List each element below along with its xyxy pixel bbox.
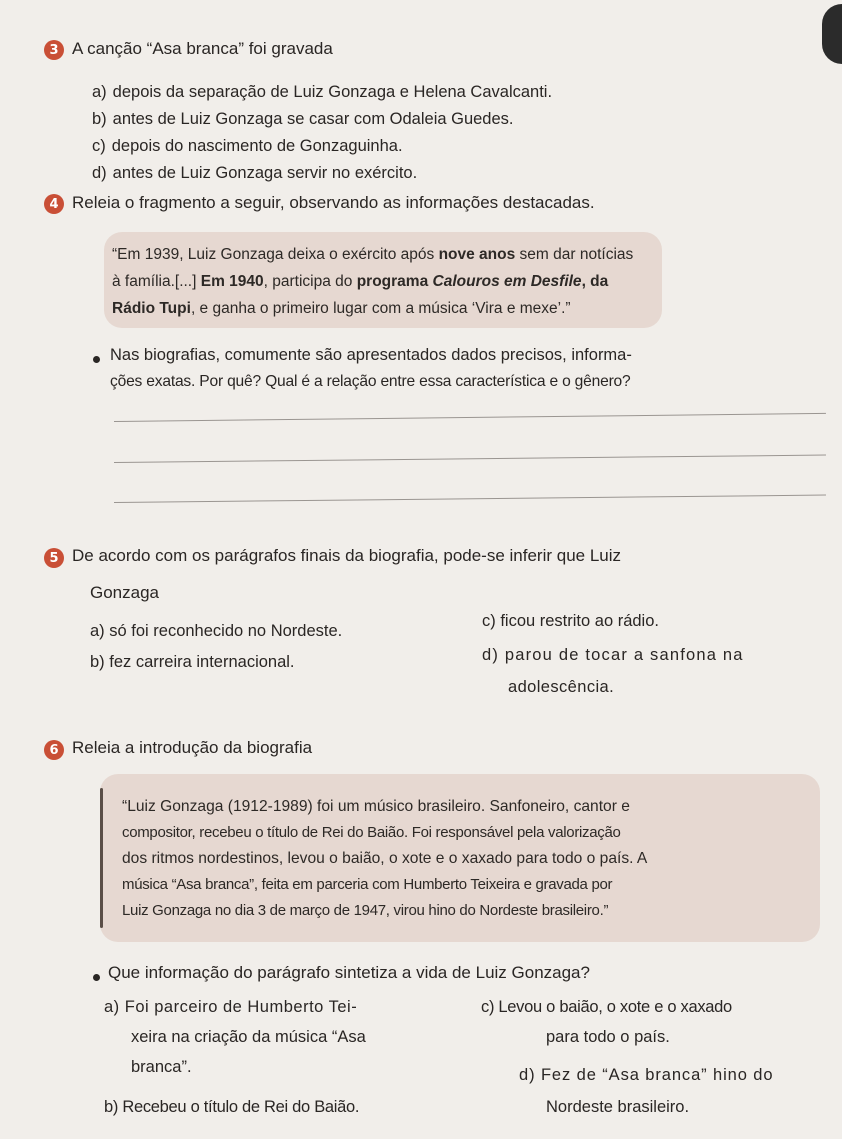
option-text: antes de Luiz Gonzaga se casar com Odaleia Guedes. bbox=[112, 110, 514, 128]
quote-line-1: “Luiz Gonzaga (1912-1989) foi um músico brasileiro. Sanfoneiro, cantor e bbox=[122, 798, 630, 815]
question-4-prompt-line-2: ções exatas. Por quê? Qual é a relação entre essa característica e o gênero? bbox=[110, 373, 631, 390]
quote-line-1: “Em 1939, Luiz Gonzaga deixa o exército após nove anos sem dar notícias bbox=[112, 246, 634, 263]
highlight-programa: programa bbox=[356, 273, 433, 290]
option-letter: a) bbox=[92, 83, 107, 101]
highlight-em-1940: Em 1940 bbox=[200, 273, 264, 290]
question-5-option-b[interactable]: b) fez carreira internacional. bbox=[90, 653, 295, 671]
answer-line-2[interactable] bbox=[114, 455, 826, 463]
quote-accent-bar bbox=[100, 788, 103, 928]
question-6-option-c-cont: para todo o país. bbox=[546, 1028, 670, 1046]
question-5-option-d-cont: adolescência. bbox=[508, 678, 615, 696]
highlight-nove-anos: nove anos bbox=[438, 246, 516, 263]
question-4-title: Releia o fragmento a seguir, observando as informações destacadas. bbox=[72, 193, 595, 212]
bullet-dot bbox=[93, 974, 100, 981]
question-6-quote-box bbox=[100, 774, 820, 942]
bullet-dot bbox=[93, 356, 100, 363]
option-text: depois da separação de Luiz Gonzaga e Helena Cavalcanti. bbox=[112, 83, 553, 101]
question-6-prompt: Que informação do parágrafo sintetiza a vida de Luiz Gonzaga? bbox=[108, 963, 590, 982]
question-5-option-a[interactable]: a) só foi reconhecido no Nordeste. bbox=[90, 622, 343, 640]
question-6-option-d[interactable]: d) Fez de “Asa branca” hino do bbox=[519, 1066, 774, 1084]
question-3-number: 3 bbox=[44, 40, 64, 60]
question-4-number: 4 bbox=[44, 194, 64, 214]
question-5-title-line-2: Gonzaga bbox=[90, 583, 159, 602]
option-letter: b) bbox=[92, 110, 107, 128]
quote-line-2: à família.[...] Em 1940, participa do programa Calouros em Desfile, da bbox=[112, 273, 609, 290]
question-3-option-a[interactable] bbox=[92, 83, 552, 102]
quote-line-4: música “Asa branca”, feita em parceria com Humberto Teixeira e gravada por bbox=[122, 876, 613, 893]
option-letter: c) bbox=[92, 137, 106, 155]
page-edge-tab bbox=[822, 4, 842, 64]
question-3-option-b[interactable] bbox=[92, 110, 514, 129]
question-6-number: 6 bbox=[44, 740, 64, 760]
question-3-option-c[interactable] bbox=[92, 137, 403, 156]
question-6-option-b[interactable]: b) Recebeu o título de Rei do Baião. bbox=[104, 1098, 360, 1116]
question-6-option-a-cont-1: xeira na criação da música “Asa bbox=[131, 1028, 366, 1046]
question-6-option-c[interactable]: c) Levou o baião, o xote e o xaxado bbox=[481, 998, 732, 1016]
question-6-option-a-cont-2: branca”. bbox=[131, 1058, 192, 1076]
quote-line-5: Luiz Gonzaga no dia 3 de março de 1947, virou hino do Nordeste brasileiro.” bbox=[122, 902, 609, 919]
quote-line-2: compositor, recebeu o título de Rei do Baião. Foi responsável pela valorização bbox=[122, 824, 621, 841]
option-letter: d) bbox=[92, 164, 107, 182]
answer-line-1[interactable] bbox=[114, 413, 826, 422]
question-4-quote-box bbox=[104, 232, 662, 328]
question-6-title: Releia a introdução da biografia bbox=[72, 738, 313, 757]
question-3-option-d[interactable] bbox=[92, 164, 417, 183]
question-5-option-d[interactable]: d) parou de tocar a sanfona na bbox=[482, 646, 744, 664]
question-4-prompt-line-1: Nas biografias, comumente são apresentados dados precisos, informa- bbox=[110, 346, 632, 364]
question-6-option-a[interactable]: a) Foi parceiro de Humberto Tei- bbox=[104, 998, 358, 1016]
quote-line-3: Rádio Tupi, e ganha o primeiro lugar com a música ‘Vira e mexe’.” bbox=[112, 300, 571, 317]
answer-line-3[interactable] bbox=[114, 495, 826, 503]
highlight-radio-tupi: Rádio Tupi bbox=[112, 300, 191, 317]
option-text: antes de Luiz Gonzaga servir no exército. bbox=[112, 164, 418, 182]
option-text: depois do nascimento de Gonzaguinha. bbox=[111, 137, 403, 155]
question-3-title: A canção “Asa branca” foi gravada bbox=[72, 39, 333, 58]
question-6-option-d-cont: Nordeste brasileiro. bbox=[546, 1098, 690, 1116]
question-5-title-line-1: De acordo com os parágrafos finais da biografia, pode-se inferir que Luiz bbox=[72, 546, 622, 565]
quote-line-3: dos ritmos nordestinos, levou o baião, o xote e o xaxado para todo o país. A bbox=[122, 850, 648, 867]
question-5-number: 5 bbox=[44, 548, 64, 568]
highlight-calouros-em-desfile: Calouros em Desfile bbox=[432, 273, 582, 290]
question-5-option-c[interactable]: c) ficou restrito ao rádio. bbox=[482, 612, 659, 630]
